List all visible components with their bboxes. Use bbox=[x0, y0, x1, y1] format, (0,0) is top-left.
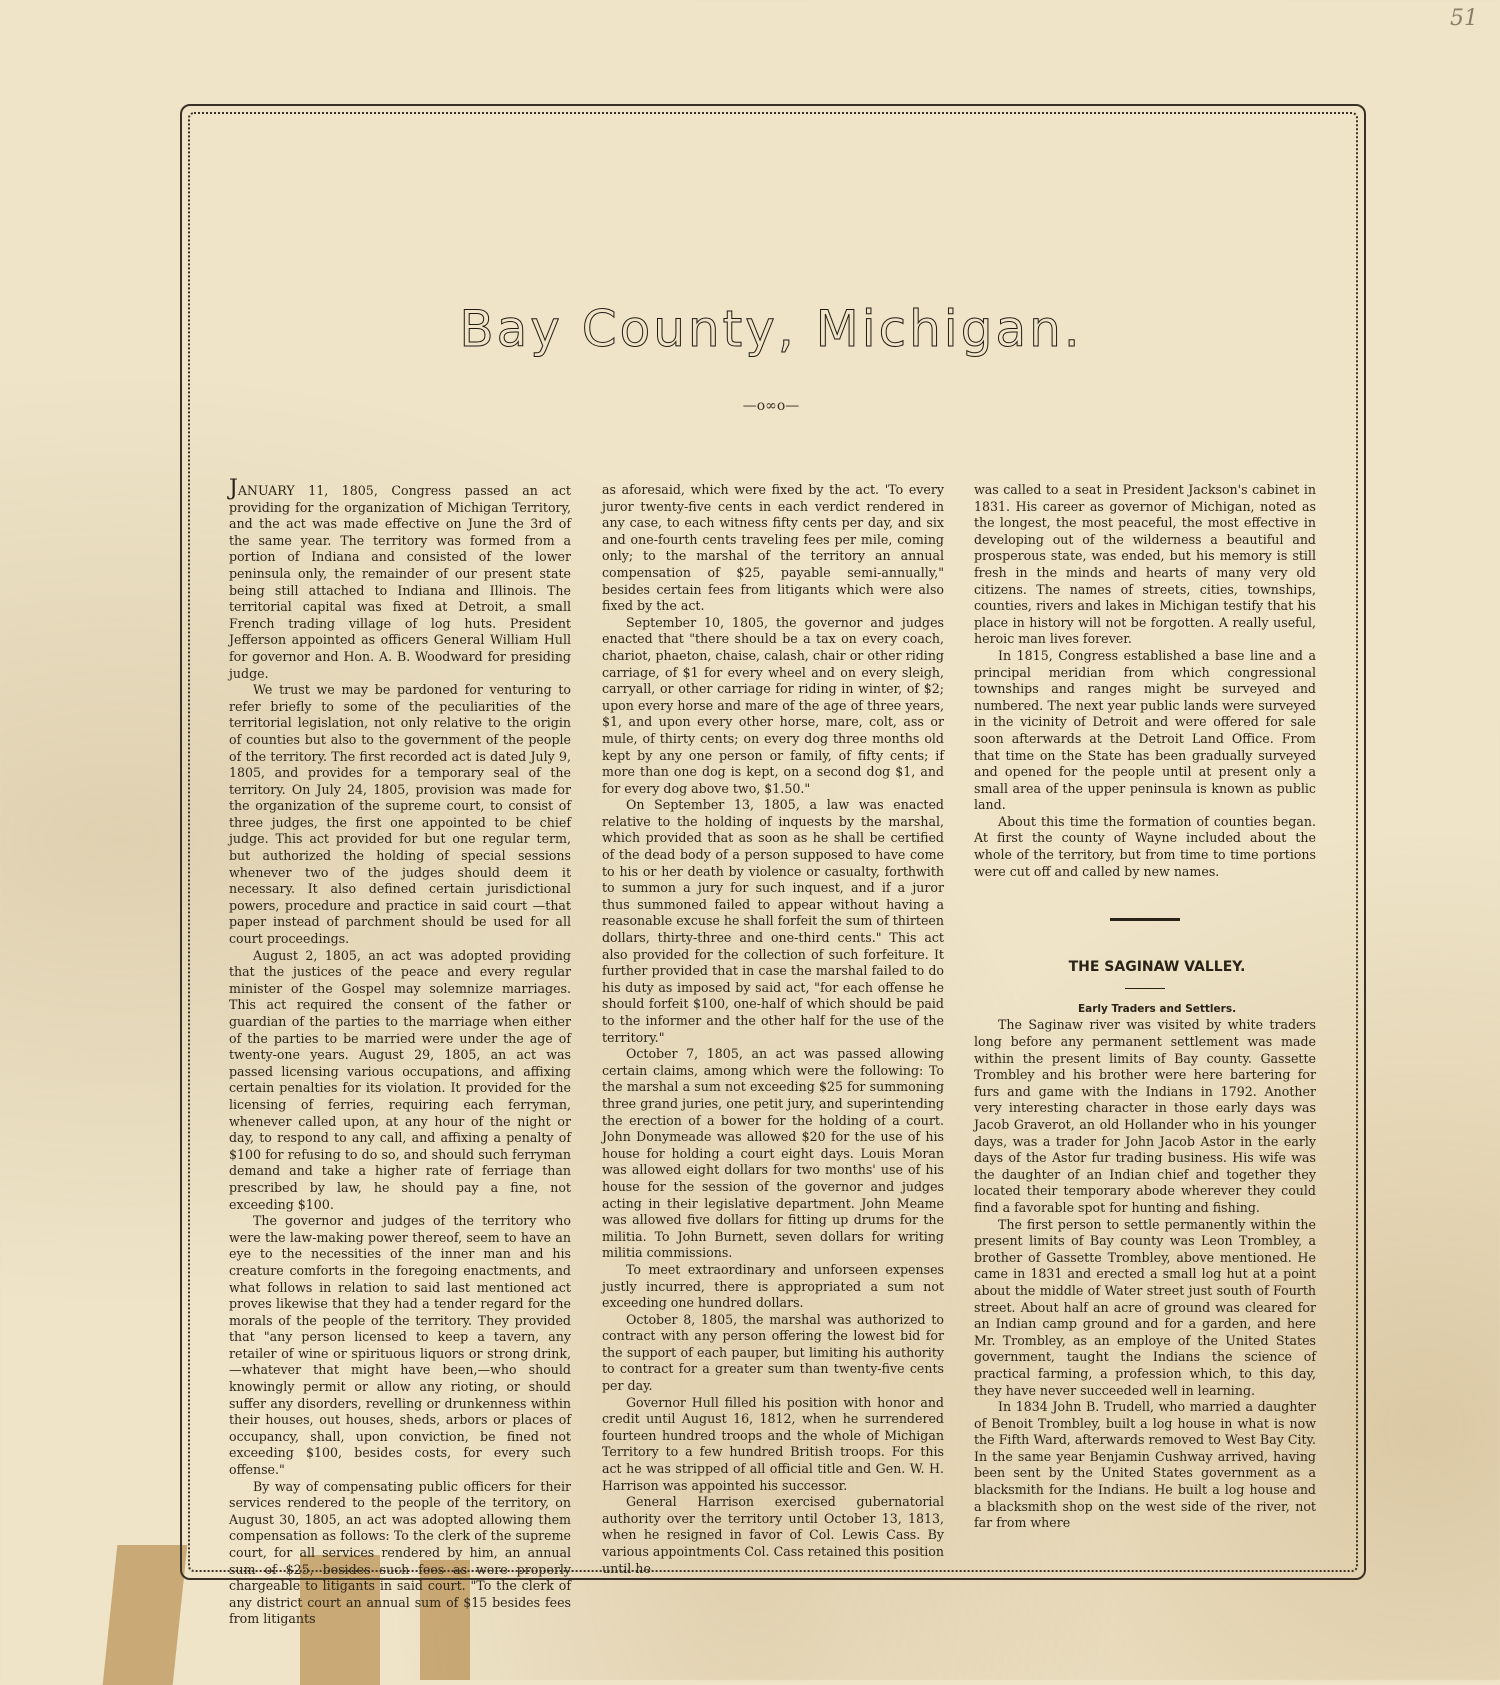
section-title-rule bbox=[1125, 988, 1165, 989]
paragraph: In 1815, Congress established a base line and a principal meridian from which congressional townships and ranges might be surveyed and numbered. The next year public lands were surveyed in the vicinity of Detroit and were offered for sale soon afterwards at the Detroit Land Office. From that time on the State has been gradually surveyed and opened for the people until at present only a small area of the upper peninsula is known as public land. bbox=[974, 647, 1316, 813]
column-1 bbox=[229, 476, 571, 1628]
paragraph bbox=[229, 476, 571, 682]
paragraph-text: ANUARY 11, 1805, Congress passed an act providing for the organization of Michigan Territory, and the act was made effective on June the 3rd of the same year. The territory was formed from a portion of Indiana and consisted of the lower peninsula only, the remainder of our present state being still attached to Indiana and Illinois. The territorial capital was fixed at Detroit, a small French trading village of log huts. President Jefferson appointed as officers General William Hull for governor and Hon. A. B. Woodward for presiding judge. bbox=[229, 483, 571, 681]
paragraph: To meet extraordinary and unforseen expenses justly incurred, there is appropriated a sum not exceeding one hundred dollars. bbox=[602, 1261, 944, 1311]
paragraph: In 1834 John B. Trudell, who married a daughter of Benoit Trombley, built a log house in what is now the Fifth Ward, afterwards removed to West Bay City. In the same year Benjamin Cushway arrived, having been sent by the United States government as a blacksmith for the Indians. He built a log house and a blacksmith shop on the west side of the river, not far from where bbox=[974, 1399, 1316, 1531]
paragraph: On September 13, 1805, a law was enacted relative to the holding of inquests by the marshal, which provided that as soon as he shall be certified of the dead body of a person supposed to have come to his or her death by violence or casualty, forthwith to summon a jury for such inquest, and if a juror thus summoned failed to appear without having a reasonable excuse he shall forfeit the sum of thirteen dollars, thirty-three and one-third cents." This act also provided for the collection of such forfeiture. It further provided that in case the marshal failed to do his duty as imposed by said act, "for each offense he should forfeit $100, one-half of which should be paid to the informer and the other half for the use of the territory." bbox=[602, 797, 944, 1045]
section-divider bbox=[1110, 918, 1180, 921]
paragraph: We trust we may be pardoned for venturing to refer briefly to some of the peculiarities of the territorial legislation, not only relative to the origin of counties but also to the government of the people of the territory. The first recorded act is dated July 9, 1805, and provides for a temporary seal of the territory. On July 24, 1805, provision was made for the organization of the supreme court, to consist of three judges, the first one appointed to be chief judge. This act provided for but one regular term, but authorized the holding of special sessions whenever two of the judges should deem it necessary. It also defined certain jurisdictional powers, procedure and practice in said court —that paper instead of parchment should be used for all court proceedings. bbox=[229, 682, 571, 947]
column-2 bbox=[602, 482, 944, 1577]
paragraph: August 2, 1805, an act was adopted providing that the justices of the peace and every regular minister of the Gospel may solemnize marriages. This act required the consent of the father or guardian of the parties to the marriage when either of the parties to be married were under the age of twenty-one years. August 29, 1805, an act was passed licensing various occupations, and affixing certain penalties for its violation. It provided for the licensing of ferries, requiring each ferryman, whenever called upon, at any hour of the night or day, to respond to any call, and affixing a penalty of $100 for refusing to do so, and should such ferryman demand and take a higher rate of ferriage than prescribed by law, he should pay a fine, not exceeding $100. bbox=[229, 947, 571, 1212]
paragraph: October 7, 1805, an act was passed allowing certain claims, among which were the following: To the marshal a sum not exceeding $25 for summoning three grand juries, one petit jury, and superintending the erection of a bower for the holding of a court. John Donymeade was allowed $20 for the use of his house for holding a court eight days. Louis Moran was allowed eight dollars for two months' use of his house for the session of the governor and judges acting in their legislative department. John Meame was allowed five dollars for fitting up drums for the militia. To John Burnett, seven dollars for writing militia commissions. bbox=[602, 1046, 944, 1261]
section-subtitle: Early Traders and Settlers. bbox=[1077, 1002, 1237, 1015]
paragraph: The Saginaw river was visited by white traders long before any permanent settlement was made within the present limits of Bay county. Gassette Trombley and his brother were here bartering for furs and game with the Indians in 1792. Another very interesting character in those early days was Jacob Graverot, an old Hollander who in his younger days, was a trader for John Jacob Astor in the early days of the Astor fur trading business. His wife was the daughter of an Indian chief and together they located their temporary abode wherever they could find a favorable spot for hunting and fishing. bbox=[974, 1017, 1316, 1215]
paragraph: About this time the formation of counties began. At first the county of Wayne included about the whole of the territory, but from time to time portions were cut off and called by new names. bbox=[974, 813, 1316, 879]
paragraph: The governor and judges of the territory who were the law-making power thereof, seem to have an eye to the necessities of the inner man and his creature comforts in the foregoing enactments, and what follows in relation to said last mentioned act proves likewise that they had a tender regard for the morals of the people of the territory. They provided that "any person licensed to keep a tavern, any retailer of wine or spirituous liquors or strong drink,—whatever that might have been,—who should knowingly permit or allow any rioting, or should suffer any disorders, revelling or drunkenness within their houses, out houses, sheds, arbors or places of occupancy, shall, upon conviction, be fined not exceeding $100, besides costs, for every such offense." bbox=[229, 1213, 571, 1478]
column-3 bbox=[974, 482, 1316, 1532]
title-ornament: —o∞o— bbox=[742, 398, 800, 414]
page-title: Bay County, Michigan. bbox=[459, 300, 1083, 358]
tape-stain bbox=[103, 1545, 188, 1685]
page-number: 51 bbox=[1450, 6, 1478, 31]
paragraph: The first person to settle permanently within the present limits of Bay county was Leon Trombley, a brother of Gassette Trombley, above mentioned. He came in 1831 and erected a small log hut at a point about the middle of Water street just south of Fourth street. About half an acre of ground was cleared for an Indian camp ground and for a garden, and here Mr. Trombley, as an employe of the United States government, taught the Indians the science of practical farming, a profession which, to this day, they have never succeeded well in learning. bbox=[974, 1216, 1316, 1398]
drop-cap: J bbox=[229, 476, 238, 501]
paragraph: was called to a seat in President Jackson's cabinet in 1831. His career as governor of Michigan, noted as the longest, the most peaceful, the most effective in developing out of the wilderness a beautiful and prosperous state, was ended, but his memory is still fresh in the minds and hearts of many very old citizens. The names of streets, cities, townships, counties, rivers and lakes in Michigan testify that his place in history will not be forgotten. A really useful, heroic man lives forever. bbox=[974, 482, 1316, 647]
paragraph: By way of compensating public officers for their services rendered to the people of the territory, on August 30, 1805, an act was adopted allowing them compensation as follows: To the clerk of the supreme court, for all services rendered by him, an annual sum of $25, besides such fees as were properly chargeable to litigants in said court. "To the clerk of any district court an annual sum of $15 besides fees from litigants bbox=[229, 1478, 571, 1627]
paragraph: as aforesaid, which were fixed by the act. 'To every juror twenty-five cents in each verdict rendered in any case, to each witness fifty cents per day, and six and one-fourth cents traveling fees per mile, coming only; to the marshal of the territory an annual compensation of $25, payable semi-annually," besides certain fees from litigants which were also fixed by the act. bbox=[602, 482, 944, 614]
section-title: THE SAGINAW VALLEY. bbox=[1068, 959, 1246, 976]
paragraph: September 10, 1805, the governor and judges enacted that "there should be a tax on every coach, chariot, phaeton, chaise, calash, chair or other riding carriage, of $1 for every wheel and on every sleigh, carryall, or other carriage for riding in winter, of $2; upon every horse and mare of the age of three years, $1, and upon every other horse, mare, colt, ass or mule, of thirty cents; on every dog three months old kept by any one person or family, of fifty cents; if more than one dog is kept, on a second dog $1, and for every dog above two, $1.50." bbox=[602, 614, 944, 796]
paragraph: General Harrison exercised gubernatorial authority over the territory until October 13, 1813, when he resigned in favor of Col. Lewis Cass. By various appointments Col. Cass retained this position until he bbox=[602, 1494, 944, 1576]
paragraph: Governor Hull filled his position with honor and credit until August 16, 1812, when he surrendered fourteen hundred troops and the whole of Michigan Territory to a few hundred British troops. For this act he was stripped of all official title and Gen. W. H. Harrison was appointed his successor. bbox=[602, 1394, 944, 1493]
paragraph: October 8, 1805, the marshal was authorized to contract with any person offering the lowest bid for the support of each pauper, but limiting his authority to contract for a greater sum than twenty-five cents per day. bbox=[602, 1311, 944, 1394]
